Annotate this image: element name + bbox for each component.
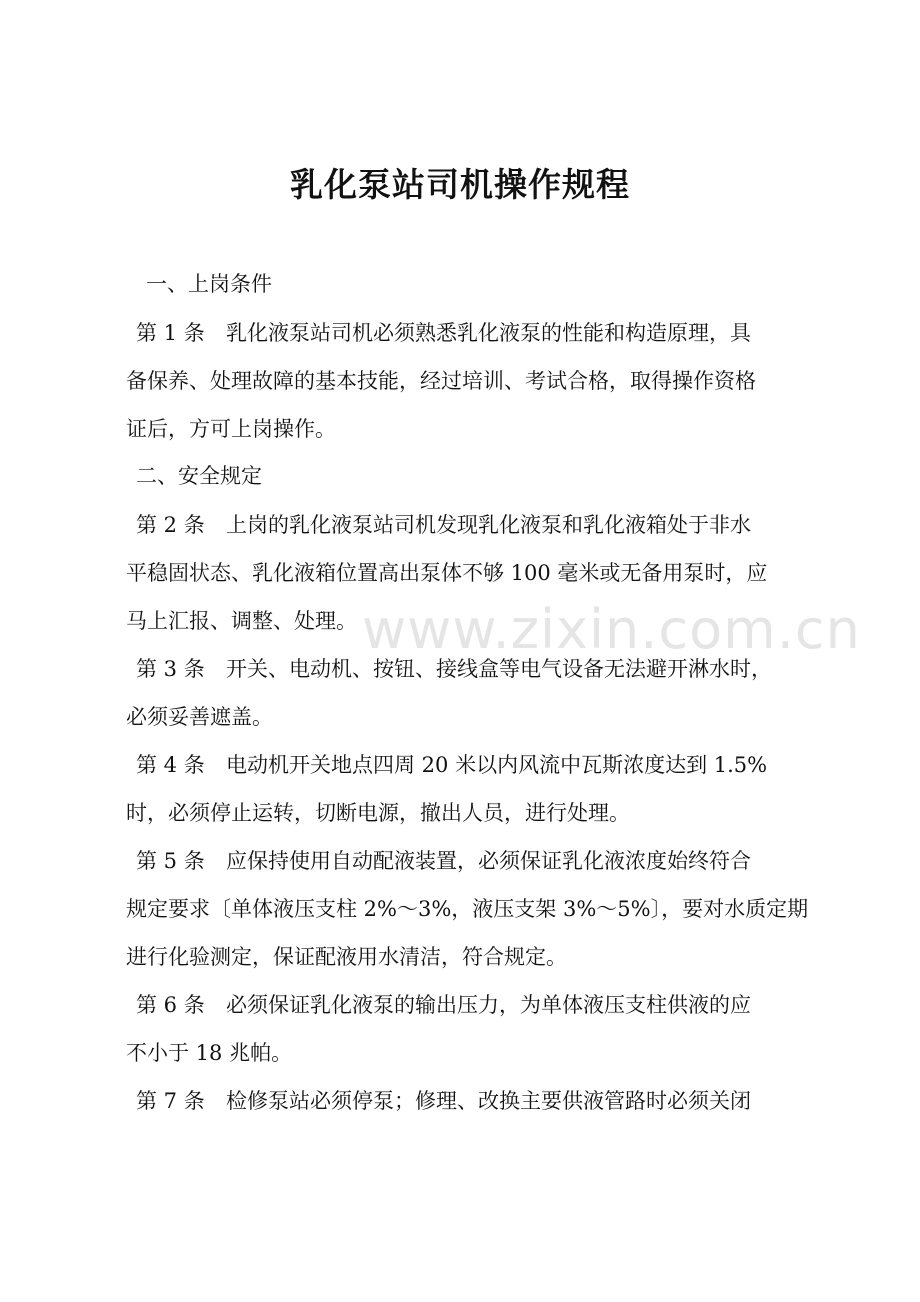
article-text: 乳化液泵站司机必须熟悉乳化液泵的性能和构造原理，具 — [226, 321, 751, 345]
article-text: 上岗的乳化液泵站司机发现乳化液泵和乳化液箱处于非水 — [226, 513, 751, 537]
article-text: 不小于 18 兆帕。 — [126, 1041, 293, 1065]
article-number: 第 6 条 — [136, 993, 205, 1017]
article-4 — [126, 741, 816, 837]
article-line — [126, 837, 816, 885]
article-5 — [126, 837, 816, 981]
article-3 — [126, 645, 816, 741]
article-line — [126, 981, 816, 1029]
document-title: 乳化泵站司机操作规程 — [290, 165, 630, 204]
section-heading-qualifications: 一、上岗条件 — [146, 272, 272, 296]
article-line — [126, 309, 816, 357]
article-text: 马上汇报、调整、处理。 — [126, 609, 357, 633]
article-line — [126, 1077, 816, 1125]
article-line — [126, 645, 816, 693]
article-7 — [126, 1077, 816, 1125]
article-number: 第 3 条 — [136, 657, 205, 681]
article-text: 开关、电动机、按钮、接线盒等电气设备无法避开淋水时， — [226, 657, 772, 681]
article-number: 第 4 条 — [136, 753, 205, 777]
article-number: 第 5 条 — [136, 849, 205, 873]
section-heading-safety: 二、安全规定 — [136, 464, 262, 488]
article-text: 检修泵站必须停泵；修理、改换主要供液管路时必须关闭 — [226, 1089, 751, 1113]
article-text: 平稳固状态、乳化液箱位置高出泵体不够 100 毫米或无备用泵时，应 — [126, 561, 768, 585]
article-line — [126, 501, 816, 549]
article-1 — [126, 309, 816, 453]
article-text: 时，必须停止运转，切断电源，撤出人员，进行处理。 — [126, 801, 630, 825]
article-number: 第 7 条 — [136, 1089, 205, 1113]
article-number: 第 1 条 — [136, 321, 205, 345]
article-text: 必须保证乳化液泵的输出压力，为单体液压支柱供液的应 — [226, 993, 751, 1017]
article-text: 应保持使用自动配液装置，必须保证乳化液浓度始终符合 — [226, 849, 751, 873]
article-text: 进行化验测定，保证配液用水清洁，符合规定。 — [126, 945, 567, 969]
article-text: 证后，方可上岗操作。 — [126, 417, 336, 441]
article-text: 电动机开关地点四周 20 米以内风流中瓦斯浓度达到 1.5% — [226, 753, 768, 777]
article-6 — [126, 981, 816, 1077]
article-number: 第 2 条 — [136, 513, 205, 537]
article-2 — [126, 501, 816, 645]
article-text: 备保养、处理故障的基本技能，经过培训、考试合格，取得操作资格 — [126, 369, 756, 393]
watermark: www.zixin.com.cn — [362, 598, 861, 661]
article-text: 必须妥善遮盖。 — [126, 705, 273, 729]
article-line — [126, 741, 816, 789]
article-text: 规定要求〔单体液压支柱 2%～3%，液压支架 3%～5%〕，要对水质定期 — [126, 897, 809, 921]
